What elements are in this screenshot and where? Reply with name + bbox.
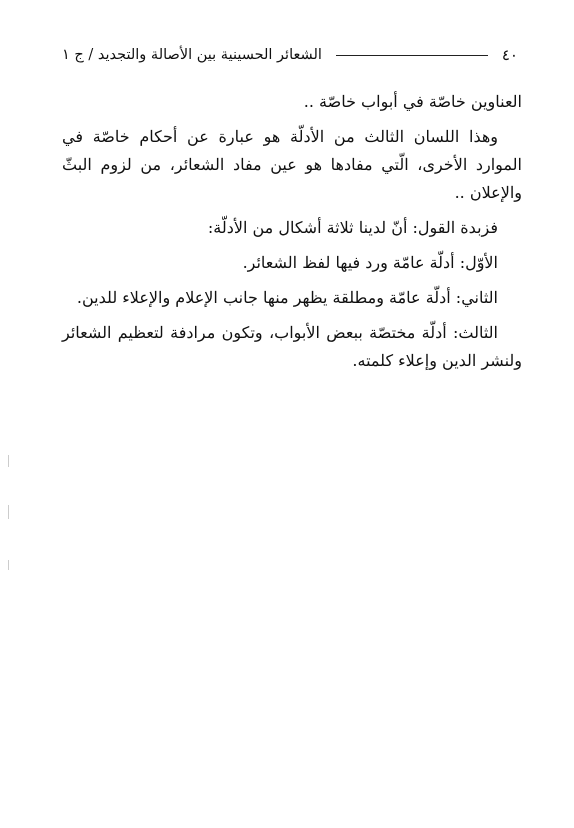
paragraph-first-kind: الأوّل: أدلّة عامّة ورد فيها لفظ الشعائر. — [242, 253, 498, 272]
page-number: ٤٠ — [501, 46, 518, 64]
page-body — [62, 88, 522, 382]
paragraph-third-kind: الثالث: أدلّة مختصّة ببعض الأبواب، وتكون مرادفة لتعظيم الشعائر ولنشر الدين وإعلاء كلمته. — [62, 323, 522, 370]
paragraph-third-tongue: وهذا اللسان الثالث من الأدلّة هو عبارة عن أحكام خاصّة في الموارد الأخرى، الّتي مفادها هو عين مفاد الشعائر، من لزوم البثّ والإعلان .. — [62, 127, 522, 202]
paragraph-second-kind: الثاني: أدلّة عامّة ومطلقة يظهر منها جانب الإعلام والإعلاء للدين. — [76, 288, 498, 307]
scan-edge-mark — [8, 560, 9, 570]
paragraph-summary: فزبدة القول: أنّ لدينا ثلاثة أشكال من الأدلّة: — [207, 218, 498, 237]
scan-edge-mark — [8, 505, 9, 519]
page-header — [62, 43, 518, 67]
scan-edge-mark — [8, 455, 9, 467]
header-rule — [336, 55, 488, 56]
paragraph-continuation: العناوين خاصّة في أبواب خاصّة .. — [303, 92, 522, 111]
running-title: الشعائر الحسينية بين الأصالة والتجديد / ج ١ — [62, 47, 322, 63]
